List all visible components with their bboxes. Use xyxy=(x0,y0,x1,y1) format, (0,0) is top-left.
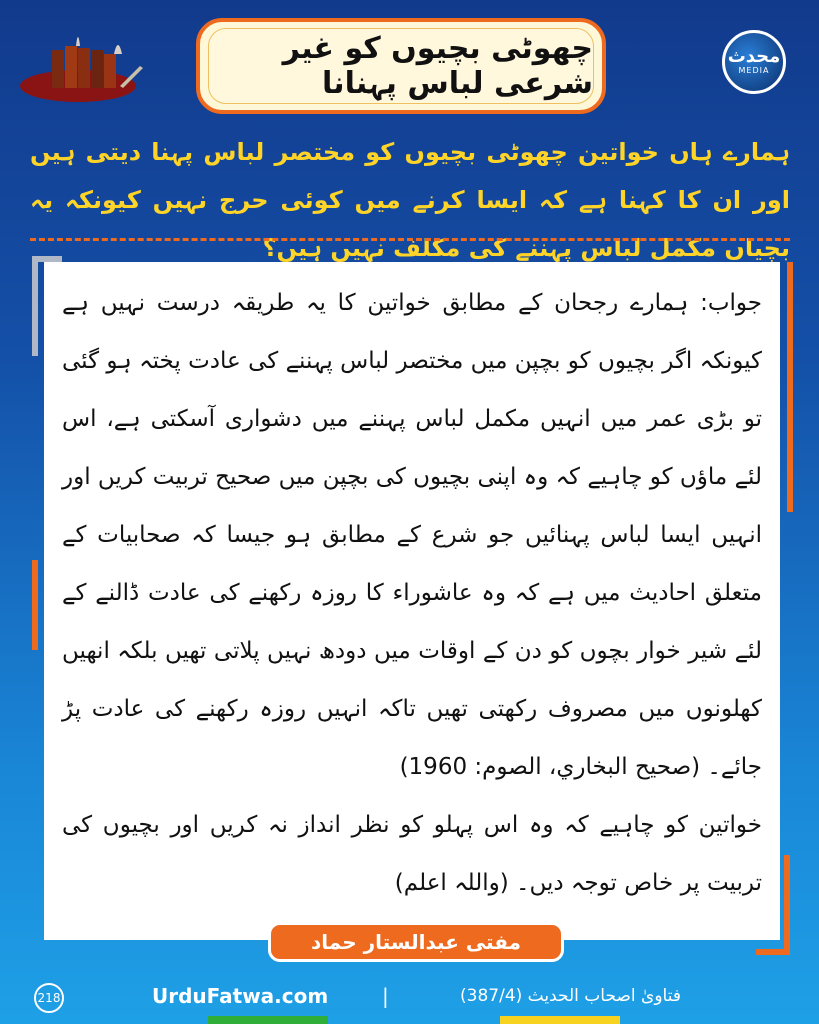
corner-decoration-bottom-right xyxy=(756,855,790,955)
question-text: ہمارے ہاں خواتین چھوٹی بچیوں کو مختصر لباس پہنا دیتی ہیں اور ان کا کہنا ہے کہ ایسا کرنے میں کوئی حرج نہیں کیونکہ یہ بچیاں مکمل لباس پہننے کی مکلف نہیں ہیں؟ xyxy=(30,138,790,262)
title-panel xyxy=(208,28,594,104)
page-title: چھوٹی بچیوں کو غیر شرعی لباس پہنانا xyxy=(282,31,593,101)
footer-yellow-bar xyxy=(500,1016,620,1024)
books-illustration xyxy=(18,28,148,108)
dashed-divider xyxy=(30,238,790,241)
side-bar-right xyxy=(787,262,793,512)
mufti-name-badge: مفتی عبدالستار حماد xyxy=(268,922,564,962)
answer-box xyxy=(44,262,780,940)
title-frame xyxy=(196,18,606,114)
logo-subtext: MEDIA xyxy=(738,66,770,75)
footer-separator: | xyxy=(382,984,389,1008)
footer-green-bar xyxy=(208,1016,328,1024)
answer-paragraph-1: جواب: ہمارے رجحان کے مطابق خواتین کا یہ طریقہ درست نہیں ہے کیونکہ اگر بچیوں کو بچپن میں مختصر لباس پہننے کی عادت پختہ ہو گئی تو بڑی عمر میں انہیں مکمل لباس پہننے میں دشواری آسکتی ہے، اس لئے ماؤں کو چاہیے کہ وہ اپنی بچیوں کی بچپن میں صحیح تربیت کریں اور انہیں ایسا لباس پہنائیں جو شرع کے مطابق ہو جیسا کہ صحابیات کے متعلق احادیث میں ہے کہ وہ عاشوراء کا روزہ رکھنے کی عادت ڈالنے کے لئے شیر خوار بچوں کو دن کے اوقات میں دودھ نہیں پلاتی تھیں بلکہ انھیں کھلونوں میں مصروف رکھتی تھیں تاکہ انہیں روزہ رکھنے کی عادت پڑ جائے۔ (صحيح البخاري، الصوم: 1960) xyxy=(62,290,762,780)
logo-text: محدث xyxy=(727,46,781,67)
site-link[interactable]: UrduFatwa.com xyxy=(152,984,329,1008)
side-bar-left xyxy=(32,560,38,650)
page-number: 218 xyxy=(34,983,64,1013)
book-reference: فتاویٰ اصحاب الحدیث (387/4) xyxy=(460,986,681,1006)
answer-paragraph-2: خواتین کو چاہیے کہ وہ اس پہلو کو نظر انداز نہ کریں اور بچیوں کی تربیت پر خاص توجہ دیں۔ (واللہ اعلم) xyxy=(62,812,762,896)
media-logo xyxy=(722,30,786,94)
